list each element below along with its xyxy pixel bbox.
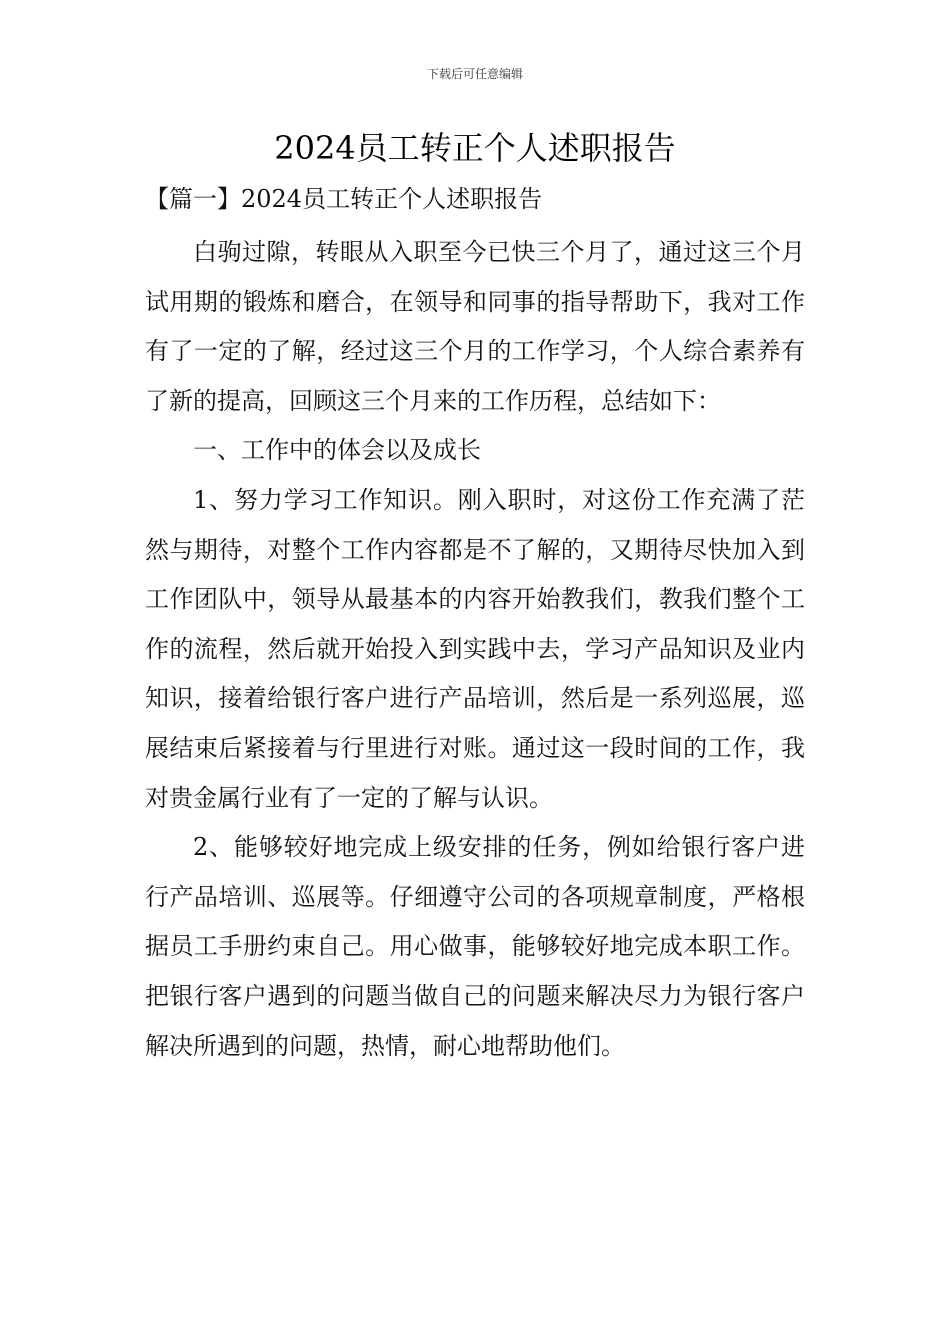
paragraph-item-1: 1、努力学习工作知识。刚入职时，对这份工作充满了茫然与期待，对整个工作内容都是不了解的，又期待尽快加入到工作团队中，领导从最基本的内容开始教我们，教我们整个工作的流程，然后就开始投入到实践中去，学习产品知识及业内知识，接着给银行客户进行产品培训，然后是一系列巡展，巡展结束后紧接着与行里进行对账。通过这一段时间的工作，我对贵金属行业有了一定的了解与认识。 — [145, 485, 805, 812]
paragraph-heading-1: 一、工作中的体会以及成长 — [193, 436, 481, 465]
paragraph-intro: 白驹过隙，转眼从入职至今已快三个月了，通过这三个月试用期的锻炼和磨合，在领导和同事的指导帮助下，我对工作有了一定的了解，经过这三个月的工作学习，个人综合素养有了新的提高，回顾这三个月来的工作历程，总结如下： — [145, 238, 805, 415]
document-title: 2024员工转正个人述职报告 — [274, 129, 676, 167]
document-body — [145, 228, 805, 1071]
section-heading: 【篇一】2024员工转正个人述职报告 — [145, 185, 543, 213]
header-note: 下载后可任意编辑 — [426, 67, 523, 81]
paragraph-item-2: 2、能够较好地完成上级安排的任务，例如给银行客户进行产品培训、巡展等。仔细遵守公司的各项规章制度，严格根据员工手册约束自己。用心做事，能够较好地完成本职工作。把银行客户遇到的问题当做自己的问题来解决尽力为银行客户解决所遇到的问题，热情，耐心地帮助他们。 — [145, 833, 805, 1060]
